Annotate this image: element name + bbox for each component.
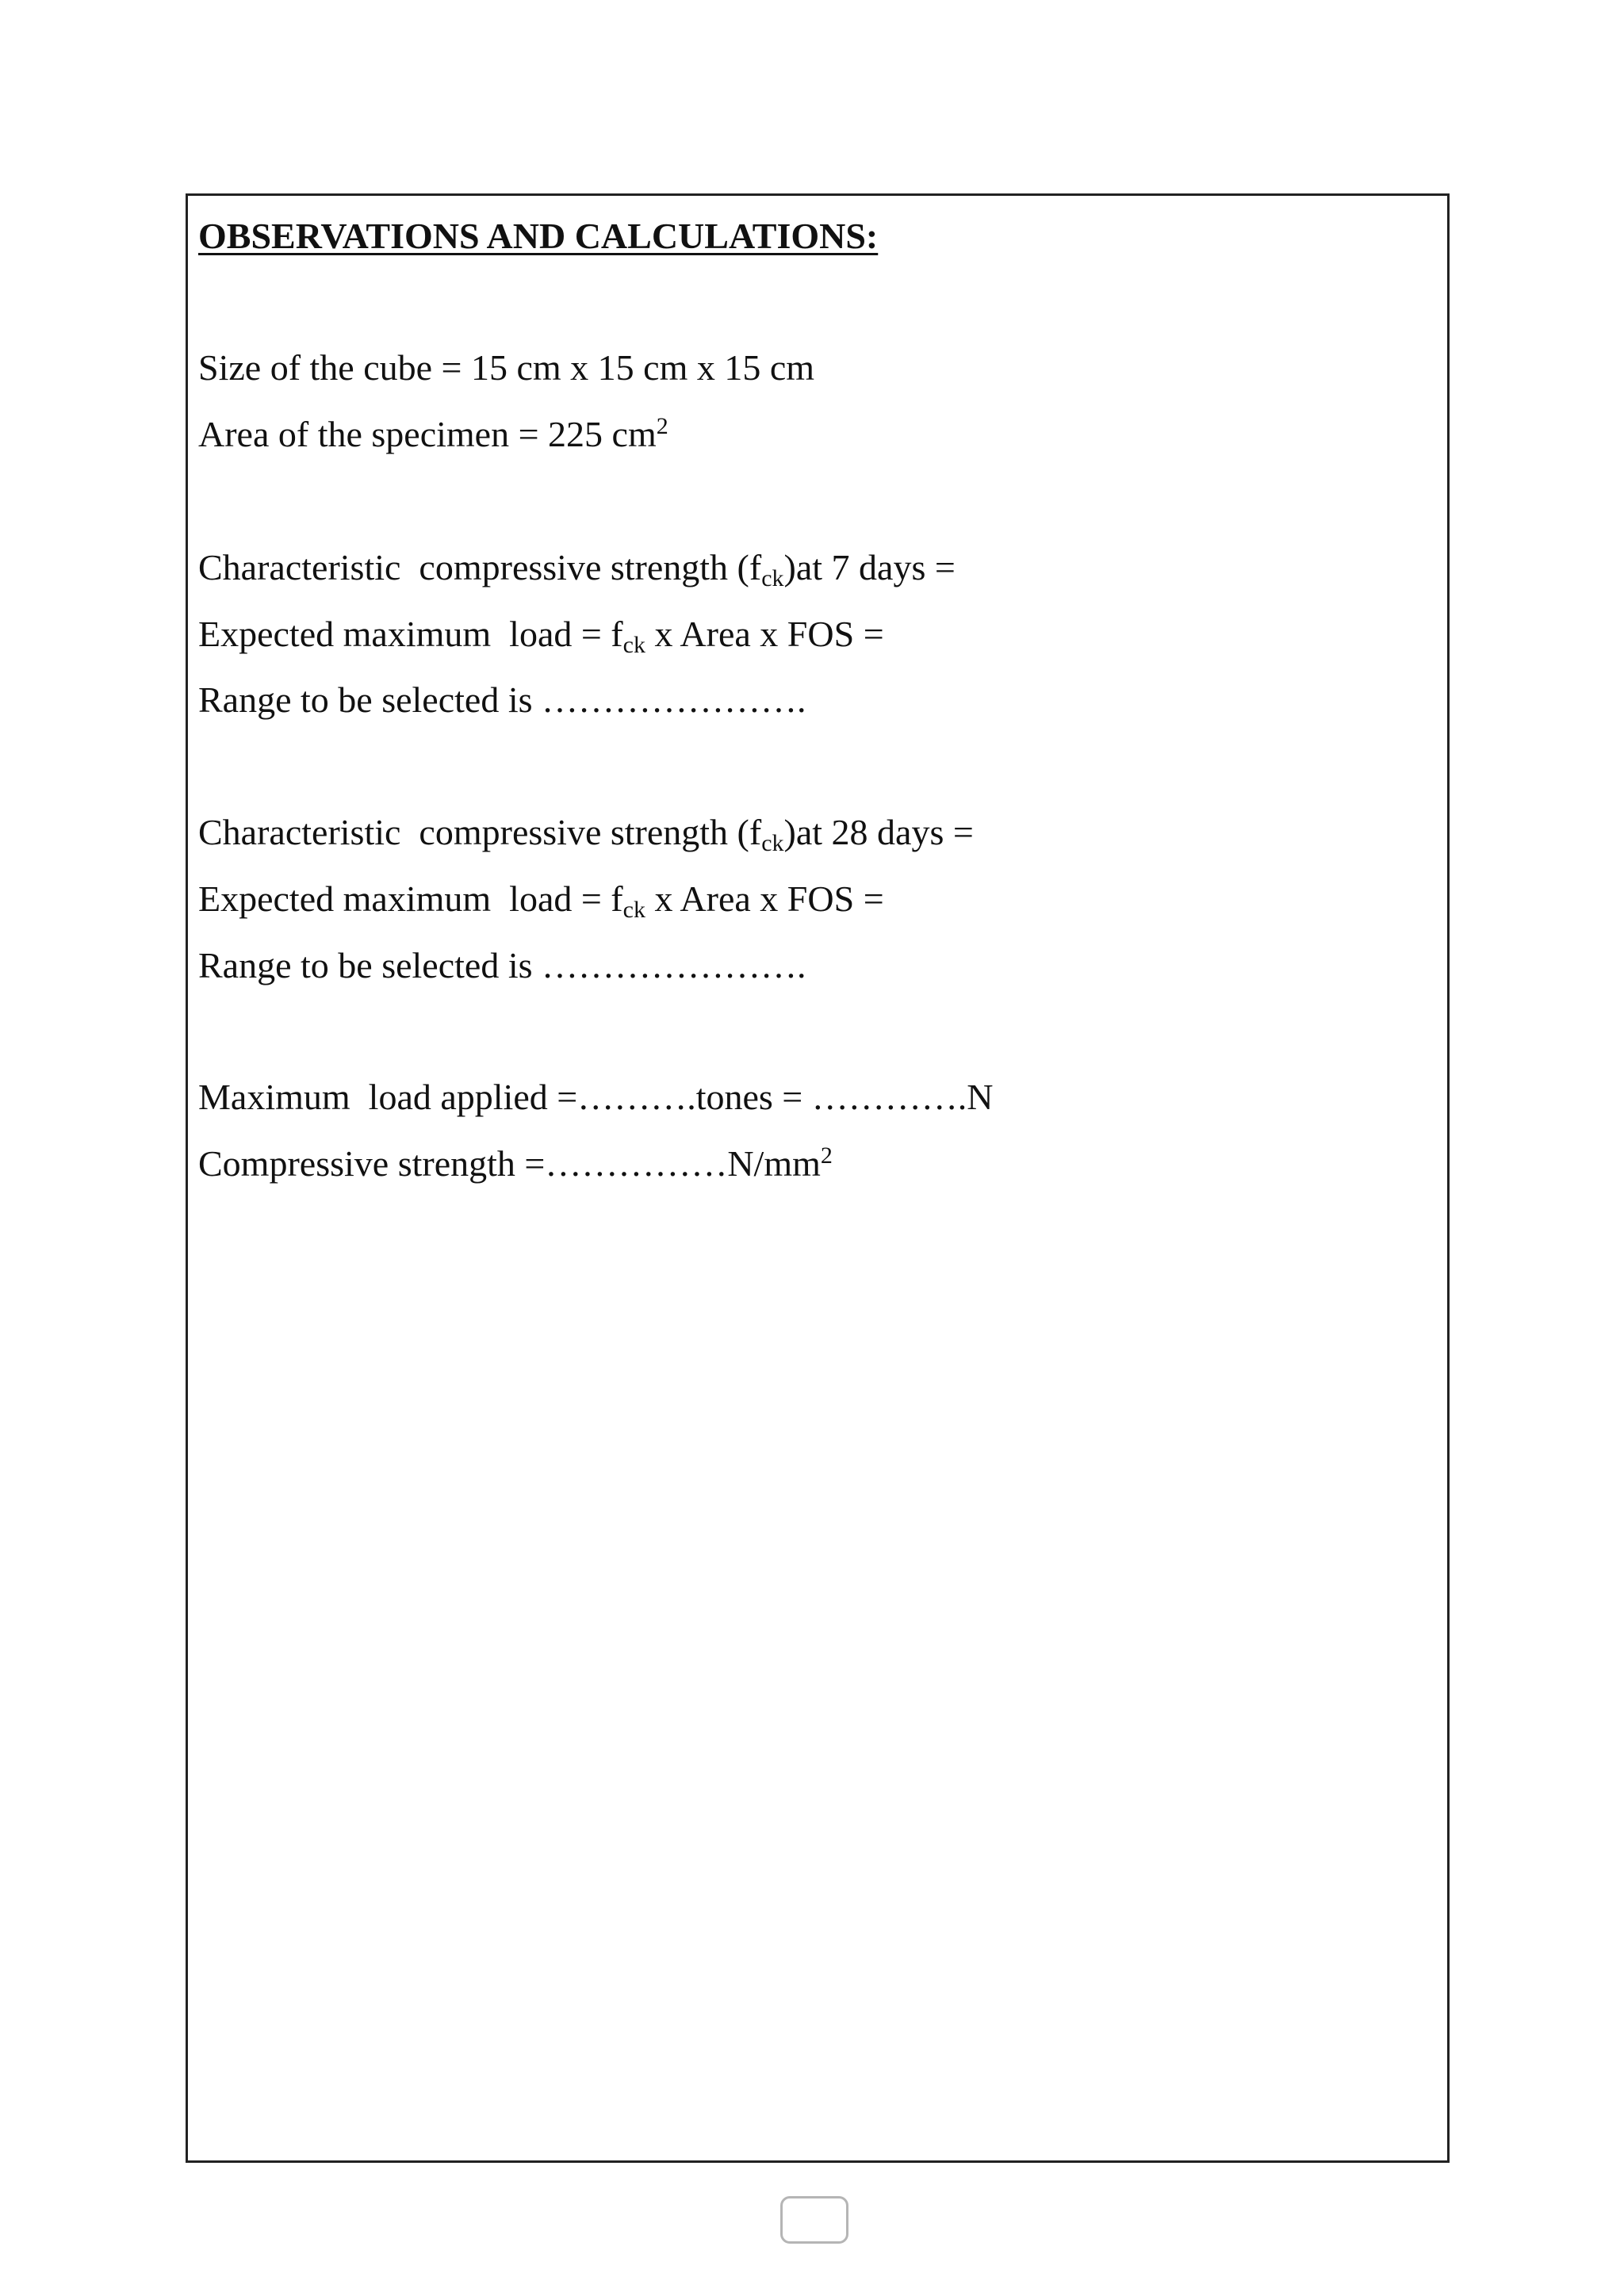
max-load-line: Maximum load applied =……….tones = ………….N xyxy=(198,1077,994,1117)
expected-load-28-line xyxy=(198,877,884,921)
strength-28-text-a: Characteristic compressive strength (f xyxy=(198,812,762,852)
compressive-strength-text: Compressive strength =……………N/mm xyxy=(198,1143,821,1184)
section-heading: OBSERVATIONS AND CALCULATIONS: xyxy=(198,216,879,256)
load-7-subscript: ck xyxy=(622,632,645,658)
load-7-text-b: x Area x FOS = xyxy=(645,614,884,654)
strength-28-days-line xyxy=(198,810,974,855)
cube-size-line: Size of the cube = 15 cm x 15 cm x 15 cm xyxy=(198,347,815,388)
strength-28-text-b: )at 28 days = xyxy=(783,812,974,852)
area-text: Area of the specimen = 225 cm xyxy=(198,414,657,454)
compressive-strength-line xyxy=(198,1142,833,1186)
expected-load-7-line xyxy=(198,612,884,656)
compressive-strength-superscript: 2 xyxy=(820,1142,833,1169)
area-superscript: 2 xyxy=(656,413,668,439)
strength-28-subscript: ck xyxy=(761,830,784,856)
load-28-text-a: Expected maximum load = f xyxy=(198,878,623,919)
area-line xyxy=(198,412,668,457)
strength-7-days-line xyxy=(198,545,956,590)
strength-7-text-b: )at 7 days = xyxy=(783,547,956,587)
load-7-text-a: Expected maximum load = f xyxy=(198,614,623,654)
load-28-subscript: ck xyxy=(622,897,645,923)
page-number-box xyxy=(780,2196,848,2244)
range-7-line: Range to be selected is …………………. xyxy=(198,679,806,720)
range-28-line: Range to be selected is …………………. xyxy=(198,945,806,985)
load-28-text-b: x Area x FOS = xyxy=(645,878,884,919)
strength-7-text-a: Characteristic compressive strength (f xyxy=(198,547,762,587)
strength-7-subscript: ck xyxy=(761,565,784,591)
